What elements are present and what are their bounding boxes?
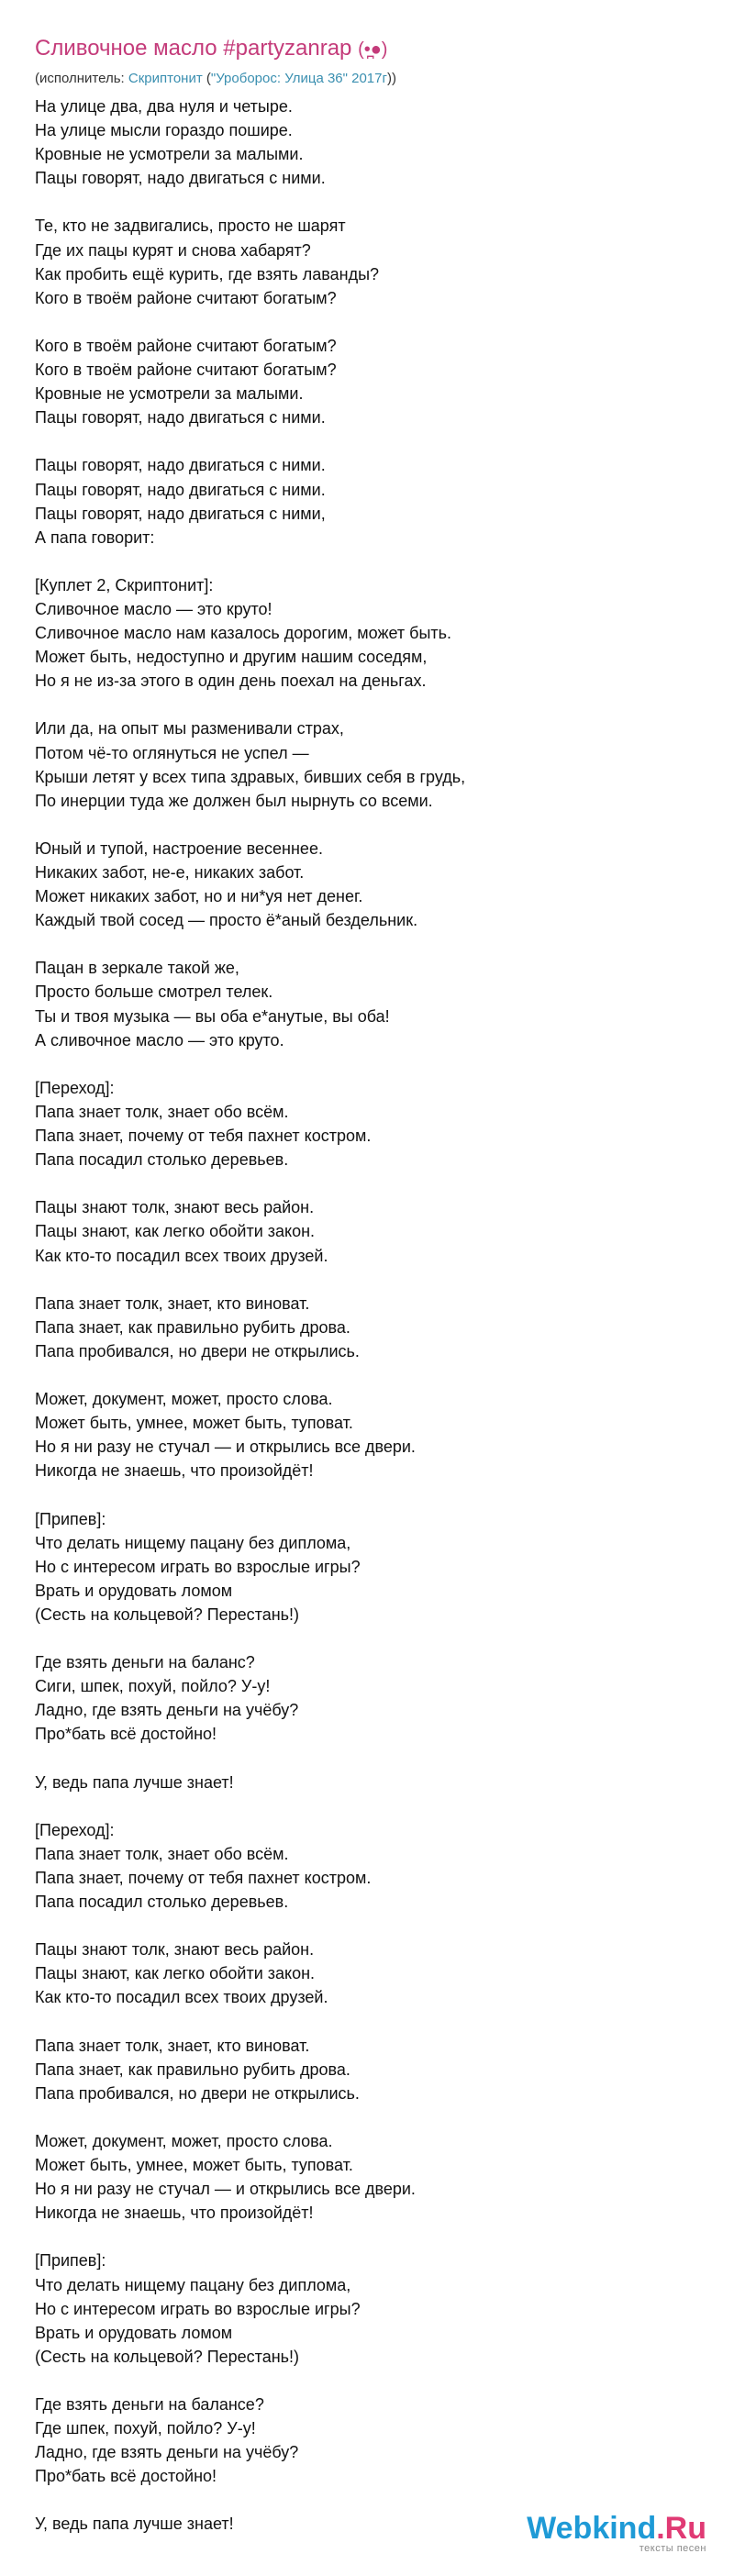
meta-open: ( xyxy=(202,71,211,86)
lyric-line: Может быть, умнее, может быть, туповат. xyxy=(35,1414,353,1433)
stanza-gap xyxy=(35,1052,695,1076)
lyric-line: Может, документ, может, просто слова. xyxy=(35,1390,333,1409)
lyric-line: Как пробить ещё курить, где взять лаванды? xyxy=(35,264,380,283)
lyric-line: Юный и тупой, настроение весеннее. xyxy=(35,838,323,858)
lyric-line: Или да, на опыт мы разменивали страх, xyxy=(35,719,344,738)
lyric-line: Пацы говорят, надо двигаться с ними. xyxy=(35,169,326,188)
lyric-line: Где шпек, похуй, пойло? У-у! xyxy=(35,2419,256,2438)
lyric-line: Сиги, шпек, похуй, пойло? У-у! xyxy=(35,1677,271,1696)
artist-link[interactable]: Скриптонит xyxy=(128,71,203,86)
meta-prefix: (исполнитель: xyxy=(35,71,128,86)
lyric-line: Пацы говорят, надо двигаться с ними, xyxy=(35,504,326,523)
lyric-line: Кровные не усмотрели за малыми. xyxy=(35,145,304,164)
song-title xyxy=(35,35,714,63)
stanza-gap xyxy=(35,1627,695,1650)
stanza-gap xyxy=(35,1482,695,1506)
lyrics-body xyxy=(35,94,695,2537)
lyric-line: Папа пробивался, но двери не открылись. xyxy=(35,2083,360,2103)
lyric-line: Пацы говорят, надо двигаться с ними. xyxy=(35,408,326,427)
logo-name: Webkind xyxy=(527,2511,657,2546)
logo-tagline: тексты песен xyxy=(639,2543,706,2554)
lyric-line: Папа знает, как правильно рубить дрова. xyxy=(35,1317,350,1337)
lyric-line: Но с интересом играть во взрослые игры? xyxy=(35,2299,361,2318)
lyric-line: Где их пацы курят и снова хабарят? xyxy=(35,240,311,260)
stanza-gap xyxy=(35,2369,695,2393)
lyric-line: Врать и орудовать ломом xyxy=(35,2323,233,2342)
lyric-line: Папа знает толк, знает обо всём. xyxy=(35,1844,289,1863)
lyric-line: Папа знает, как правильно рубить дрова. xyxy=(35,2060,350,2079)
stanza-gap xyxy=(35,429,695,453)
stanza-gap xyxy=(35,1268,695,1292)
lyric-line: А папа говорит: xyxy=(35,527,155,547)
lyric-line: Где взять деньги на балансе? xyxy=(35,2395,264,2414)
stanza-gap xyxy=(35,2010,695,2034)
lyric-line: Врать и орудовать ломом xyxy=(35,1581,233,1600)
logo-text xyxy=(527,2512,706,2545)
lyric-line: Может, документ, может, просто слова. xyxy=(35,2131,333,2150)
lyric-line: Крыши летят у всех типа здравых, бивших себя в грудь, xyxy=(35,767,466,786)
lyric-line: Ладно, где взять деньги на учёбу? xyxy=(35,1701,299,1720)
lyric-line: Про*бать всё достойно! xyxy=(35,1725,217,1744)
stanza-gap xyxy=(35,1363,695,1387)
lyric-line: На улице мысли гораздо пошире. xyxy=(35,121,293,140)
lyric-line: Но я ни разу не стучал — и открылись все двери. xyxy=(35,2180,416,2199)
lyric-line: Папа посадил столько деревьев. xyxy=(35,1893,289,1912)
lyric-line: Пацы знают, как легко обойти закон. xyxy=(35,1222,316,1241)
lyric-line: Как кто-то посадил всех твоих друзей. xyxy=(35,1246,328,1265)
lyric-line: Пацы знают толк, знают весь район. xyxy=(35,1940,315,1960)
song-header xyxy=(35,35,714,87)
song-title-text: Сливочное масло #partyzanrap xyxy=(35,36,352,61)
lyric-line: Кого в твоём районе считают богатым? xyxy=(35,361,337,380)
site-logo[interactable] xyxy=(527,2512,706,2554)
stanza-gap xyxy=(35,1746,695,1770)
lyric-line: Папа знает толк, знает, кто виноват. xyxy=(35,2036,310,2055)
lyric-line: Но я ни разу не стучал — и открылись все двери. xyxy=(35,1438,416,1457)
lyric-line: Каждый твой сосед — просто ё*аный бездельник. xyxy=(35,911,418,930)
lyric-line: [Припев]: xyxy=(35,2251,106,2271)
stanza-gap xyxy=(35,1171,695,1195)
stanza-gap xyxy=(35,310,695,334)
stanza-gap xyxy=(35,2225,695,2248)
lyric-line: (Сесть на кольцевой? Перестань!) xyxy=(35,2347,300,2366)
lyric-line: Что делать нищему пацану без диплома, xyxy=(35,2275,351,2294)
stanza-gap xyxy=(35,190,695,214)
lyric-line: Никогда не знаешь, что произойдёт! xyxy=(35,2204,314,2223)
stanza-gap xyxy=(35,693,695,716)
lyric-line: Просто больше смотрел телек. xyxy=(35,983,273,1002)
lyric-line: Кого в твоём районе считают богатым? xyxy=(35,288,337,307)
lyric-line: Но с интересом играть во взрослые игры? xyxy=(35,1557,361,1576)
lyric-line: Пацы знают толк, знают весь район. xyxy=(35,1198,315,1217)
lyric-line: Где взять деньги на баланс? xyxy=(35,1653,255,1672)
lyric-line: Папа посадил столько деревьев. xyxy=(35,1150,289,1170)
stanza-gap xyxy=(35,550,695,573)
lyric-line: У, ведь папа лучше знает! xyxy=(35,1772,234,1792)
lyric-line: (Сесть на кольцевой? Перестань!) xyxy=(35,1604,300,1624)
meta-close: )) xyxy=(386,71,396,86)
lyric-line: Никогда не знаешь, что произойдёт! xyxy=(35,1461,314,1481)
lyric-line: [Куплет 2, Скриптонит]: xyxy=(35,575,214,594)
lyric-line: По инерции туда же должен был нырнуть со всеми. xyxy=(35,791,433,810)
lyric-line: Папа знает, почему от тебя пахнет костром. xyxy=(35,1868,372,1887)
logo-tld: .Ru xyxy=(656,2511,706,2546)
lyric-line: Может быть, умнее, может быть, туповат. xyxy=(35,2156,353,2175)
lyric-line: На улице два, два нуля и четыре. xyxy=(35,97,293,116)
lyric-line: Пацы говорят, надо двигаться с ними. xyxy=(35,456,326,475)
lyric-line: Сливочное масло — это круто! xyxy=(35,599,272,618)
lyric-line: Папа знает толк, знает обо всём. xyxy=(35,1102,289,1121)
lyric-line: Ты и твоя музыка — вы оба е*анутые, вы оба! xyxy=(35,1006,390,1026)
lyric-line: Пацы говорят, надо двигаться с ними. xyxy=(35,480,326,499)
lyric-line: [Переход]: xyxy=(35,1078,115,1097)
lyric-line: Как кто-то посадил всех твоих друзей. xyxy=(35,1988,328,2007)
lyric-line: [Припев]: xyxy=(35,1509,106,1528)
lyric-line: Но я не из-за этого в один день поехал на деньгах. xyxy=(35,672,427,691)
stanza-gap xyxy=(35,2105,695,2129)
lyric-line: Пацы знают, как легко обойти закон. xyxy=(35,1964,316,1983)
title-emoji: (•̪●) xyxy=(358,39,388,60)
stanza-gap xyxy=(35,813,695,837)
lyric-line: Потом чё-то оглянуться не успел — xyxy=(35,743,309,762)
lyric-line: Кровные не усмотрели за малыми. xyxy=(35,384,304,404)
lyric-line: Никаких забот, не-е, никаких забот. xyxy=(35,863,305,882)
lyric-line: Сливочное масло нам казалось дорогим, может быть. xyxy=(35,624,452,643)
lyric-line: Может быть, недоступно и другим нашим соседям, xyxy=(35,648,428,667)
lyric-line: Папа знает, почему от тебя пахнет костром. xyxy=(35,1127,372,1146)
lyric-line: Ладно, где взять деньги на учёбу? xyxy=(35,2443,299,2462)
lyric-line: Кого в твоём районе считают богатым? xyxy=(35,336,337,355)
lyric-line: Те, кто не задвигались, просто не шарят xyxy=(35,217,346,236)
lyric-line: [Переход]: xyxy=(35,1820,115,1839)
lyric-line: Пацан в зеркале такой же, xyxy=(35,959,239,978)
stanza-gap xyxy=(35,2488,695,2512)
song-meta xyxy=(35,71,714,87)
lyric-line: А сливочное масло — это круто. xyxy=(35,1030,284,1049)
lyric-line: Может никаких забот, но и ни*уя нет денег. xyxy=(35,887,363,906)
lyric-line: Что делать нищему пацану без диплома, xyxy=(35,1533,351,1552)
lyric-line: Папа пробивался, но двери не открылись. xyxy=(35,1341,360,1360)
stanza-gap xyxy=(35,1914,695,1938)
stanza-gap xyxy=(35,1794,695,1818)
lyric-line: Про*бать всё достойно! xyxy=(35,2467,217,2486)
lyric-line: У, ведь папа лучше знает! xyxy=(35,2515,234,2534)
lyric-line: Папа знает толк, знает, кто виноват. xyxy=(35,1294,310,1313)
stanza-gap xyxy=(35,932,695,956)
album-link[interactable]: "Уроборос: Улица 36" 2017г xyxy=(210,71,387,86)
